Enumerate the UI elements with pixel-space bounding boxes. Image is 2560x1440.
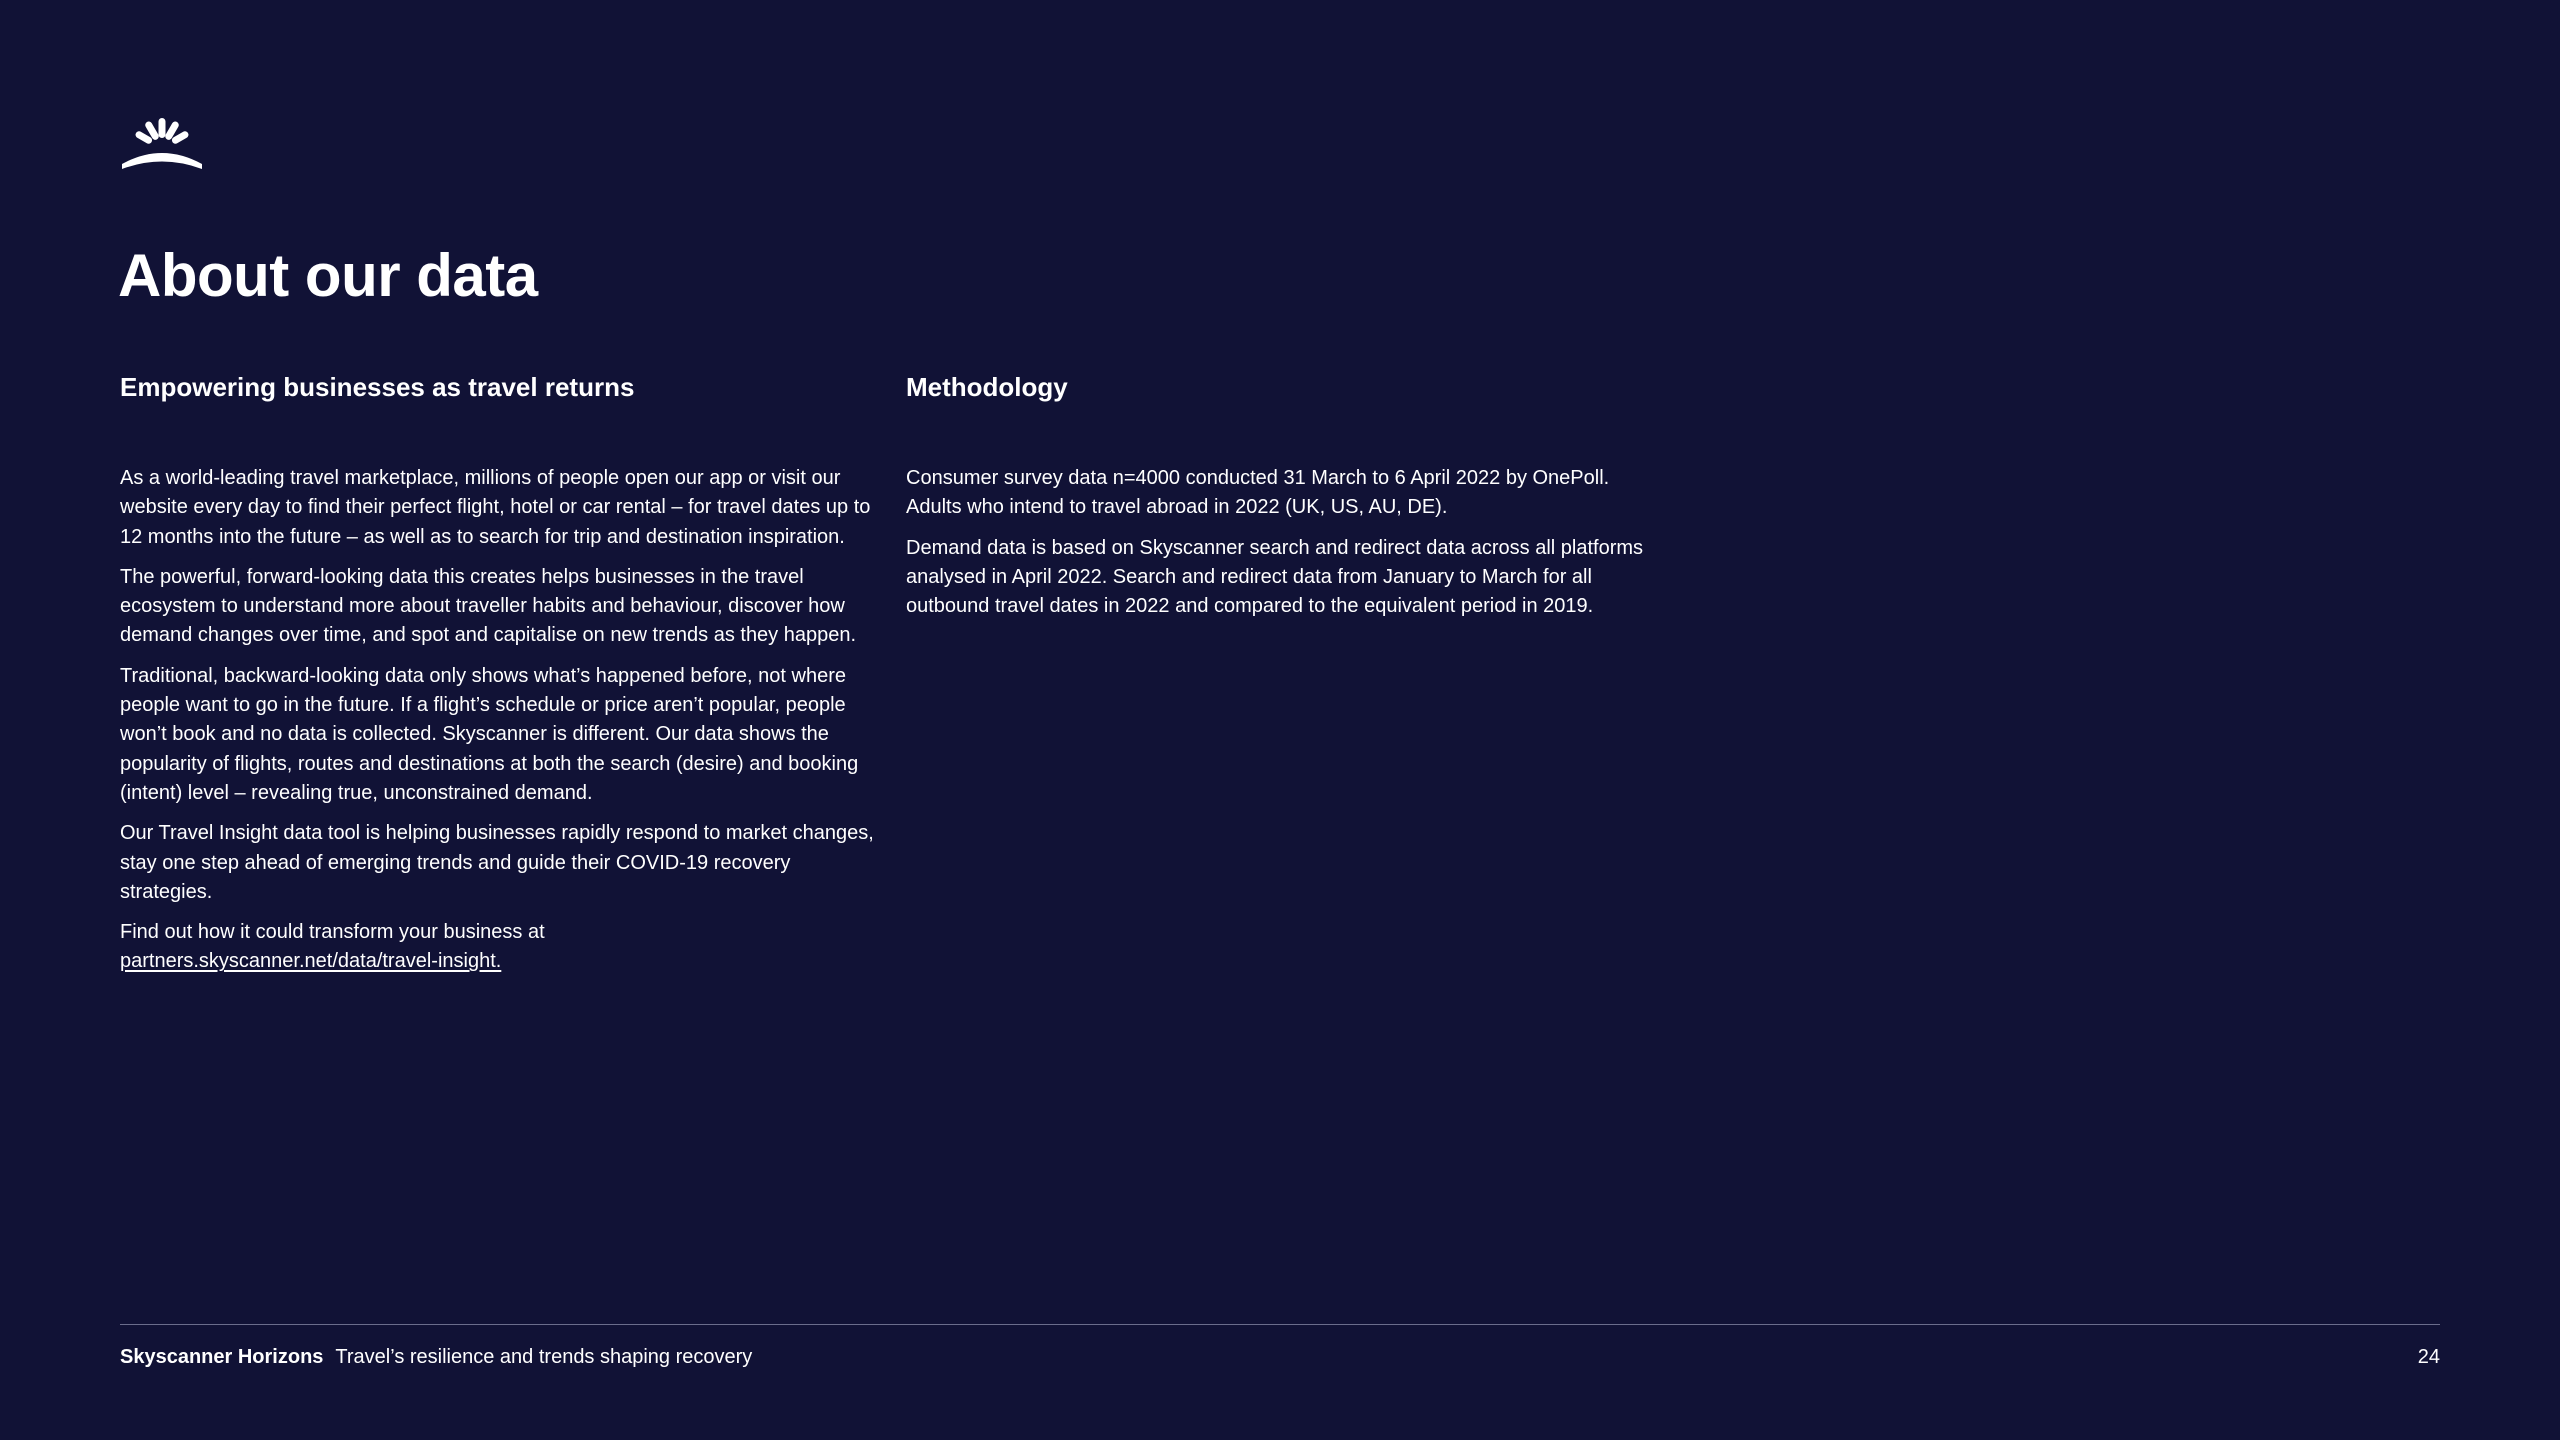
cta-text: Find out how it could transform your business at <box>120 921 545 944</box>
body-paragraph: As a world-leading travel marketplace, millions of people open our app or visit our website every day to find their perfect flight, hotel or car rental – for travel dates up to 12 months into the future – as well as to search for trip and destination inspiration. <box>120 467 871 548</box>
page-title: About our data <box>118 242 538 309</box>
about-data-column <box>120 370 880 988</box>
footer-subtitle: Travel’s resilience and trends shaping recovery <box>335 1346 753 1368</box>
section-heading-empowering: Empowering businesses as travel returns <box>120 372 635 402</box>
body-paragraph: Traditional, backward-looking data only shows what’s happened before, not where people want to go in the future. If a flight’s schedule or price aren’t popular, people won’t book and no data is collected. Skyscanner is different. Our data shows the popularity of flights, routes and destinations at both the search (desire) and booking (intent) level – revealing true, unconstrained demand. <box>120 664 859 804</box>
body-paragraph: The powerful, forward-looking data this creates helps businesses in the travel ecosystem to understand more about traveller habits and behaviour, discover how demand changes over time, and spot and capitalise on new trends as they happen. <box>120 565 857 647</box>
footer <box>120 1342 2440 1372</box>
footer-brand: Skyscanner Horizons <box>120 1346 324 1368</box>
body-paragraph: Our Travel Insight data tool is helping businesses rapidly respond to market changes, stay one step ahead of emerging trends and guide their COVID-19 recovery strategies. <box>120 822 874 903</box>
travel-insight-link[interactable]: partners.skyscanner.net/data/travel-insight. <box>120 950 502 973</box>
footer-divider <box>120 1324 2440 1325</box>
page-number: 24 <box>2417 1346 2440 1368</box>
body-paragraph: Demand data is based on Skyscanner search and redirect data across all platforms analysed in April 2022. Search and redirect data from January to March for all outbound travel dates in 2022 and compared to the equivalent period in 2019. <box>906 536 1644 618</box>
body-paragraph: Consumer survey data n=4000 conducted 31 March to 6 April 2022 by OnePoll. Adults who intend to travel abroad in 2022 (UK, US, AU, DE). <box>906 467 1610 519</box>
methodology-column <box>906 370 1646 632</box>
skyscanner-sunrise-icon <box>122 118 202 170</box>
cta-paragraph <box>120 918 880 977</box>
section-heading-methodology: Methodology <box>906 372 1068 402</box>
